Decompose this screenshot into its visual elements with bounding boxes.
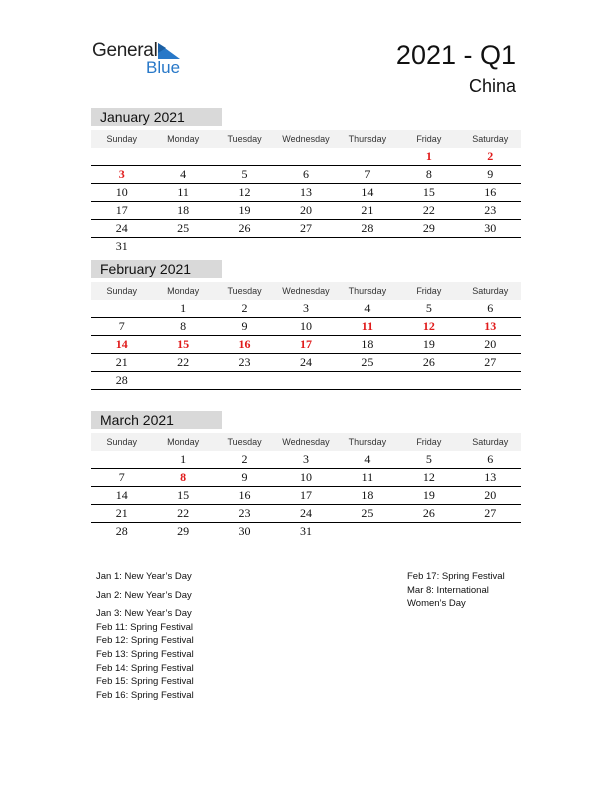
day-cell: 13 [484, 319, 497, 333]
empty-day-cell [460, 523, 521, 540]
weekday-label: Wednesday [282, 134, 330, 144]
week-row [91, 166, 521, 184]
holiday-note: Women’s Day [407, 598, 466, 610]
day-cell: 8 [180, 319, 187, 333]
empty-day-cell [275, 238, 336, 255]
holiday-note: Feb 11: Spring Festival [96, 621, 193, 633]
day-cell: 17 [299, 488, 312, 502]
logo-flag-icon [158, 43, 180, 59]
empty-day-cell [214, 372, 275, 389]
holiday-note: Jan 2: New Year’s Day [96, 589, 192, 601]
day-cell: 27 [484, 506, 497, 520]
weekday-label: Monday [167, 134, 200, 144]
week-row [91, 451, 521, 469]
page-title: 2021 - Q1 [395, 40, 516, 70]
day-cell: 14 [361, 185, 374, 199]
day-cell: 13 [484, 470, 497, 484]
day-cell: 21 [115, 506, 128, 520]
empty-day-cell [337, 372, 398, 389]
day-cell: 20 [484, 337, 497, 351]
empty-day-cell [214, 238, 275, 255]
day-cell: 24 [115, 221, 128, 235]
day-cell: 8 [425, 167, 432, 181]
empty-day-cell [398, 238, 459, 255]
month-title: February 2021 [91, 260, 222, 278]
day-cell: 1 [180, 452, 187, 466]
day-cell: 8 [180, 470, 187, 484]
holiday-note: Jan 1: New Year’s Day [96, 571, 192, 582]
day-cell: 3 [302, 301, 309, 315]
weekday-label: Thursday [348, 437, 387, 447]
week-row [91, 336, 521, 354]
day-cell: 15 [177, 488, 190, 502]
day-cell: 14 [115, 337, 128, 351]
day-cell: 7 [118, 319, 125, 333]
empty-day-cell [152, 238, 213, 255]
empty-day-cell [275, 372, 336, 389]
holiday-note: Mar 8: International [407, 584, 489, 596]
day-cell: 11 [361, 470, 374, 484]
day-cell: 1 [180, 301, 187, 315]
day-cell: 10 [299, 470, 312, 484]
empty-day-cell [337, 238, 398, 255]
day-cell: 27 [299, 221, 312, 235]
weekday-label: Tuesday [227, 286, 262, 296]
day-cell: 31 [299, 524, 312, 538]
week-row [91, 372, 521, 390]
week-row [91, 505, 521, 523]
week-row [91, 184, 521, 202]
day-cell: 19 [422, 488, 435, 502]
day-cell: 3 [302, 452, 309, 466]
day-cell: 30 [484, 221, 497, 235]
day-cell: 26 [238, 221, 251, 235]
week-row [91, 318, 521, 336]
week-row [91, 300, 521, 318]
month-title: January 2021 [91, 108, 222, 126]
weekday-label: Sunday [106, 437, 137, 447]
holiday-note: Feb 17: Spring Festival [407, 571, 505, 582]
weekday-header [91, 282, 521, 300]
day-cell: 5 [241, 167, 248, 181]
empty-day-cell [214, 148, 275, 165]
week-row [91, 220, 521, 238]
logo-text-general: General [92, 40, 158, 61]
day-cell: 24 [299, 355, 312, 369]
day-cell: 5 [425, 452, 432, 466]
day-cell: 18 [361, 488, 374, 502]
day-cell: 14 [115, 488, 128, 502]
week-row [91, 469, 521, 487]
holiday-note: Feb 12: Spring Festival [96, 635, 194, 647]
day-cell: 6 [487, 301, 494, 315]
day-cell: 2 [241, 452, 248, 466]
day-cell: 15 [177, 337, 190, 351]
weekday-label: Friday [416, 286, 442, 296]
holiday-notes-right [407, 570, 505, 611]
day-cell: 9 [241, 470, 248, 484]
day-cell: 22 [422, 203, 435, 217]
day-cell: 24 [299, 506, 312, 520]
day-cell: 12 [238, 185, 251, 199]
day-cell: 30 [238, 524, 251, 538]
holiday-note: Feb 15: Spring Festival [96, 676, 194, 688]
day-cell: 9 [241, 319, 248, 333]
holiday-note: Feb 16: Spring Festival [96, 689, 194, 701]
empty-day-cell [398, 523, 459, 540]
day-cell: 25 [361, 506, 374, 520]
weekday-label: Tuesday [227, 134, 262, 144]
day-cell: 20 [484, 488, 497, 502]
weekday-label: Saturday [472, 286, 509, 296]
day-cell: 2 [241, 301, 248, 315]
empty-day-cell [91, 148, 152, 165]
day-cell: 22 [177, 506, 190, 520]
weekday-label: Wednesday [282, 286, 330, 296]
day-cell: 26 [422, 355, 435, 369]
day-cell: 10 [299, 319, 312, 333]
day-cell: 27 [484, 355, 497, 369]
day-cell: 18 [361, 337, 374, 351]
holiday-note: Jan 3: New Year’s Day [96, 608, 192, 620]
day-cell: 23 [238, 506, 251, 520]
day-cell: 4 [364, 452, 371, 466]
weekday-label: Saturday [472, 134, 509, 144]
day-cell: 5 [425, 301, 432, 315]
day-cell: 31 [115, 239, 128, 253]
month-january [91, 108, 521, 255]
week-row [91, 523, 521, 540]
week-row [91, 202, 521, 220]
day-cell: 12 [422, 470, 435, 484]
day-cell: 12 [422, 319, 435, 333]
day-cell: 1 [425, 149, 432, 163]
day-cell: 3 [118, 167, 125, 181]
day-cell: 2 [487, 149, 494, 163]
empty-day-cell [398, 372, 459, 389]
weekday-label: Wednesday [282, 437, 330, 447]
day-cell: 22 [177, 355, 190, 369]
country-label: China [468, 76, 516, 96]
day-cell: 28 [361, 221, 374, 235]
weekday-label: Monday [167, 437, 200, 447]
empty-day-cell [91, 300, 152, 317]
day-cell: 7 [364, 167, 371, 181]
day-cell: 4 [364, 301, 371, 315]
day-cell: 16 [238, 488, 251, 502]
weekday-header [91, 433, 521, 451]
month-title: March 2021 [91, 411, 222, 429]
empty-day-cell [91, 451, 152, 468]
holiday-note: Feb 13: Spring Festival [96, 648, 194, 660]
day-cell: 28 [115, 524, 128, 538]
day-cell: 28 [115, 373, 128, 387]
weekday-label: Friday [416, 437, 442, 447]
day-cell: 17 [299, 337, 312, 351]
day-cell: 25 [361, 355, 374, 369]
weekday-label: Sunday [106, 286, 137, 296]
empty-day-cell [460, 238, 521, 255]
day-cell: 4 [180, 167, 187, 181]
day-cell: 10 [115, 185, 128, 199]
week-row [91, 148, 521, 166]
weekday-label: Saturday [472, 437, 509, 447]
week-row [91, 487, 521, 505]
empty-day-cell [152, 372, 213, 389]
day-cell: 6 [487, 452, 494, 466]
weekday-label: Tuesday [227, 437, 262, 447]
day-cell: 7 [118, 470, 125, 484]
day-cell: 16 [238, 337, 251, 351]
month-february [91, 260, 521, 390]
holiday-notes-left [96, 570, 194, 702]
weekday-label: Monday [167, 286, 200, 296]
day-cell: 21 [361, 203, 374, 217]
empty-day-cell [460, 372, 521, 389]
day-cell: 19 [238, 203, 251, 217]
day-cell: 29 [422, 221, 435, 235]
day-cell: 15 [422, 185, 435, 199]
month-march [91, 411, 521, 540]
day-cell: 11 [177, 185, 189, 199]
day-cell: 23 [238, 355, 251, 369]
weekday-label: Thursday [348, 286, 387, 296]
week-row [91, 354, 521, 372]
day-cell: 16 [484, 185, 497, 199]
day-cell: 19 [422, 337, 435, 351]
weekday-label: Friday [416, 134, 442, 144]
day-cell: 26 [422, 506, 435, 520]
day-cell: 6 [302, 167, 309, 181]
day-cell: 9 [487, 167, 494, 181]
day-cell: 13 [299, 185, 312, 199]
day-cell: 18 [177, 203, 190, 217]
day-cell: 25 [177, 221, 190, 235]
empty-day-cell [337, 148, 398, 165]
weekday-label: Thursday [348, 134, 387, 144]
empty-day-cell [337, 523, 398, 540]
weekday-label: Sunday [106, 134, 137, 144]
empty-day-cell [275, 148, 336, 165]
holiday-note: Feb 14: Spring Festival [96, 662, 194, 674]
weekday-header [91, 130, 521, 148]
day-cell: 17 [115, 203, 128, 217]
logo-text-blue: Blue [146, 58, 181, 77]
day-cell: 23 [484, 203, 497, 217]
day-cell: 29 [177, 524, 190, 538]
day-cell: 20 [299, 203, 312, 217]
logo [92, 40, 192, 80]
day-cell: 21 [115, 355, 128, 369]
day-cell: 11 [361, 319, 374, 333]
empty-day-cell [152, 148, 213, 165]
week-row [91, 238, 521, 255]
